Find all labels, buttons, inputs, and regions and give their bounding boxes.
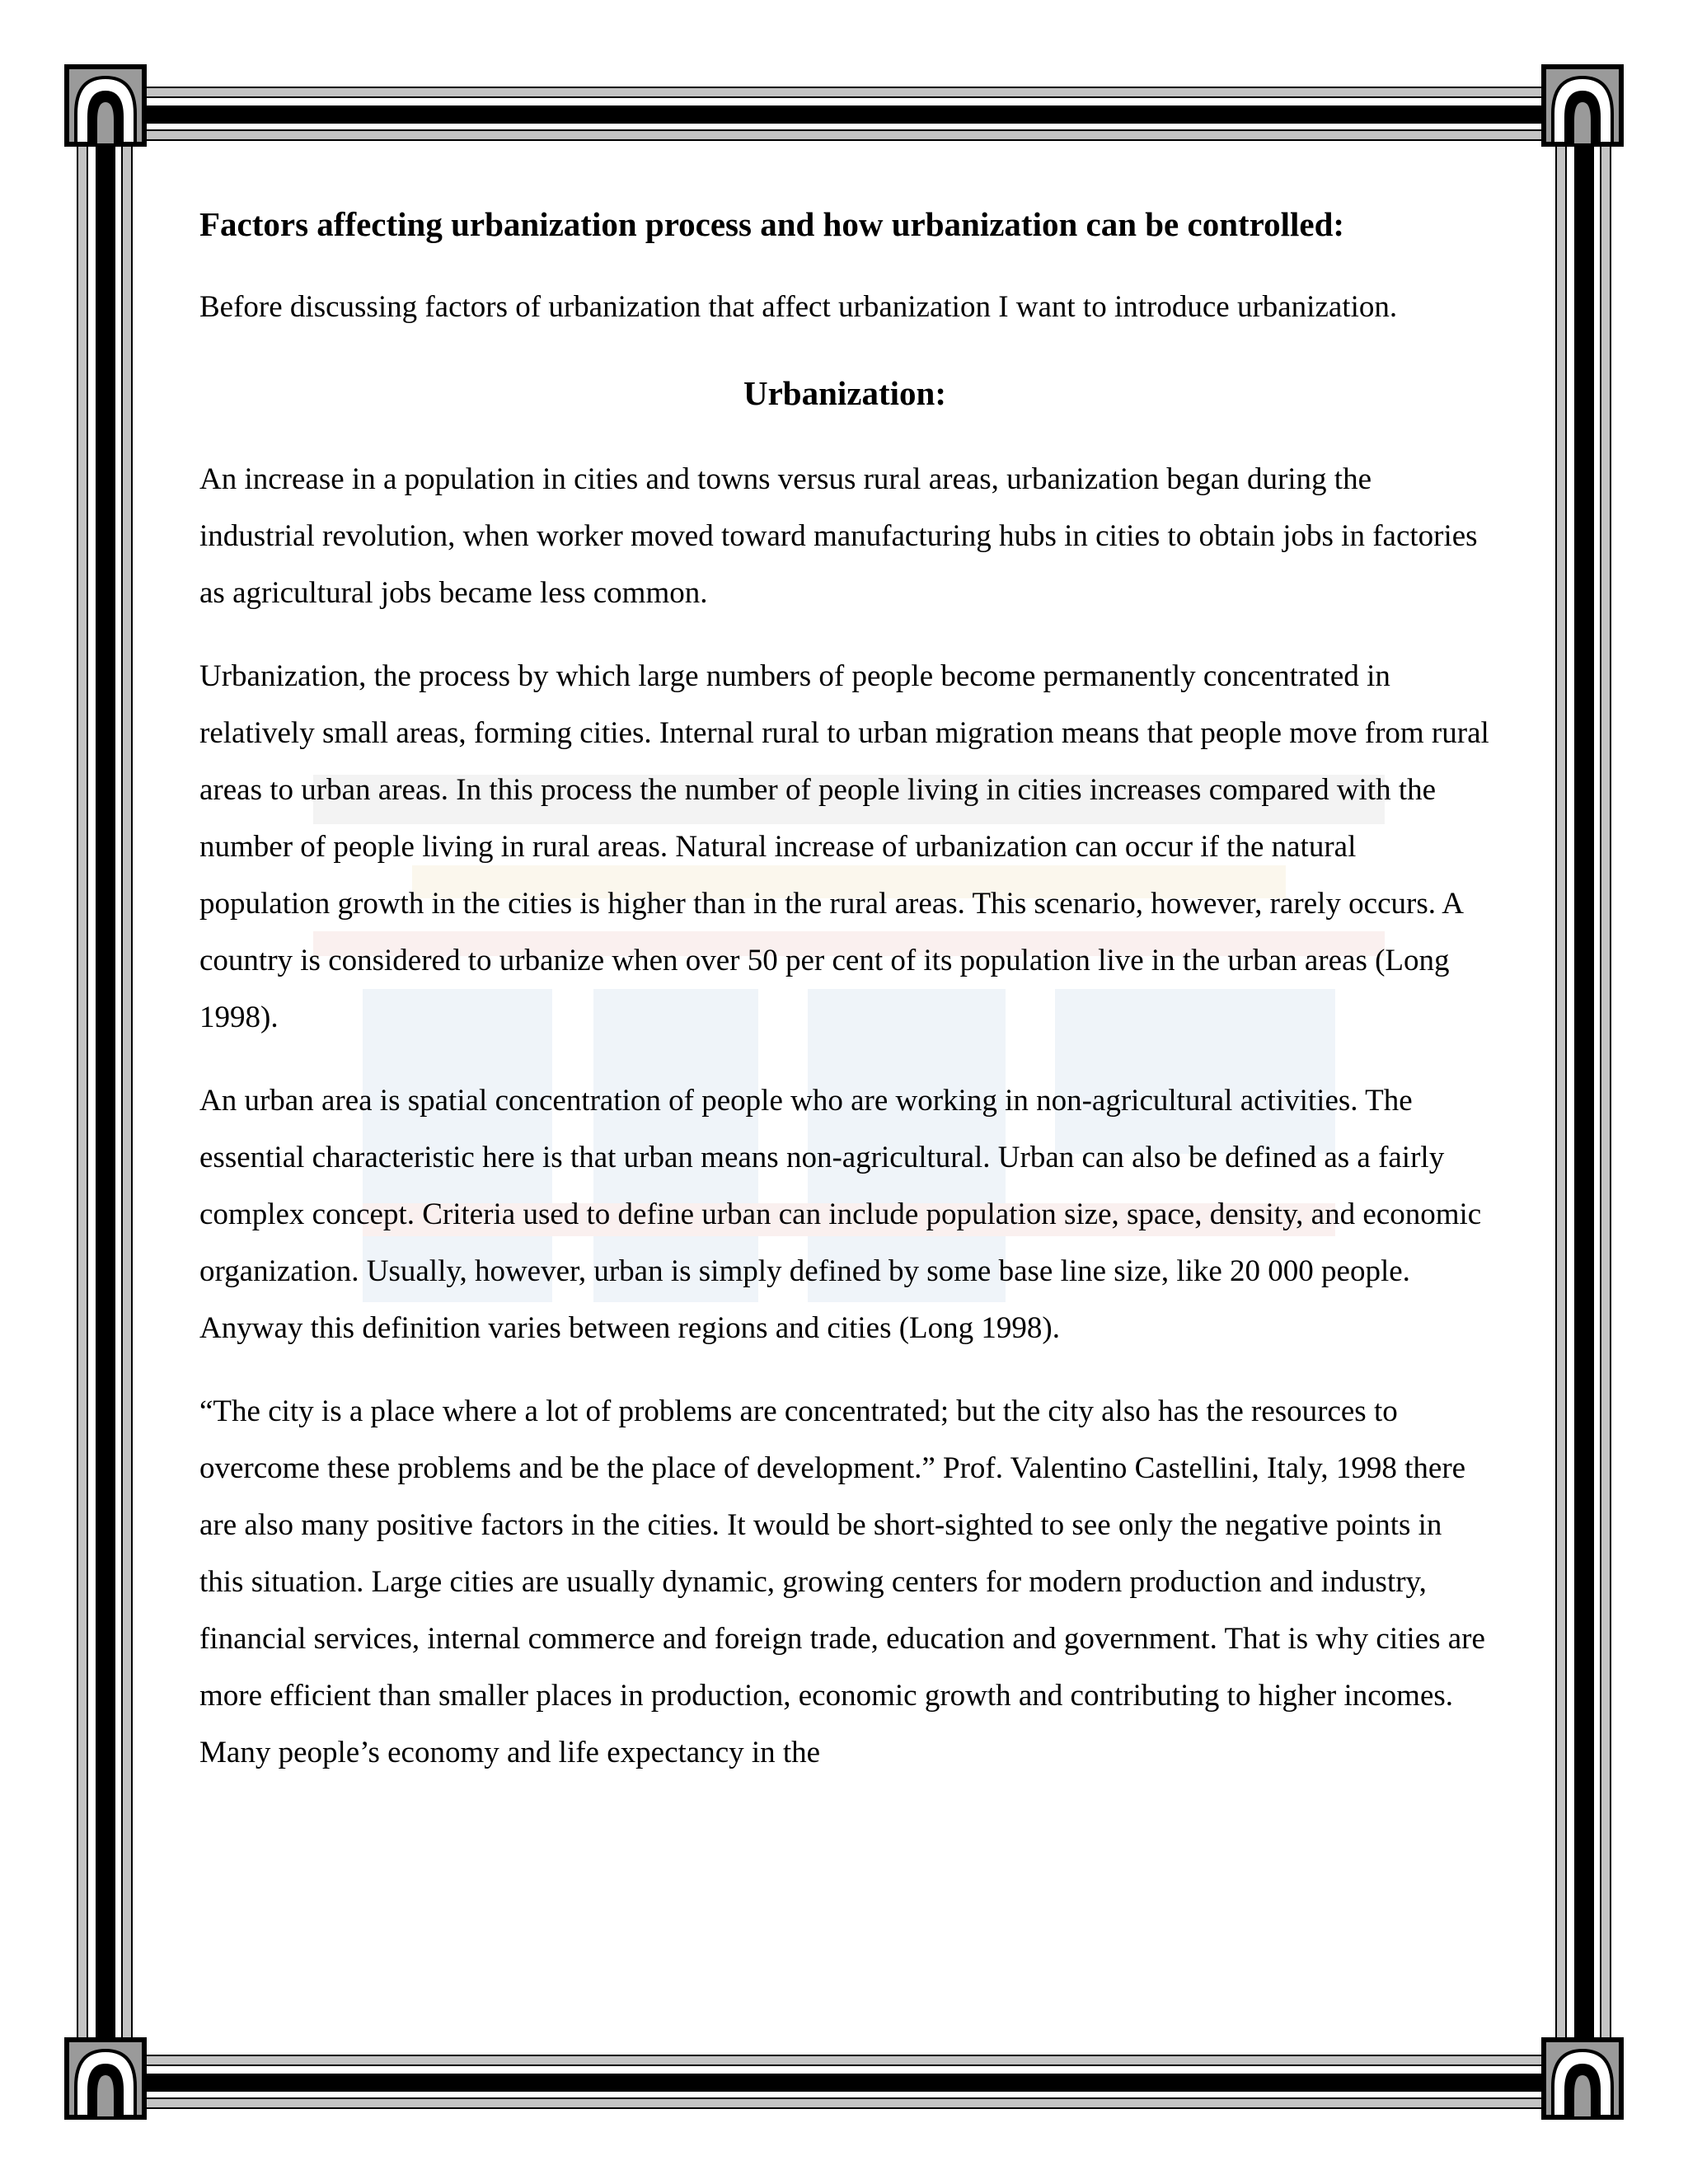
intro-paragraph: Before discussing factors of urbanization that affect urbanization I want to introduce urbanization. (199, 290, 1398, 324)
corner-ornament-top-right (1541, 64, 1624, 147)
document-body (199, 190, 1490, 1807)
corner-ornament-bottom-left (64, 2037, 147, 2120)
document-title: Factors affecting urbanization process and how urbanization can be controlled: (199, 205, 1345, 243)
paragraph-urban-area: An urban area is spatial concentration of people who are working in non-agricultural activities. The essential characteristic here is that urban means non-agricultural. Urban can also be defined as a fairly complex concept. Criteria used to define urban can include population size, space, density, and economic organization. Usually, however, urban is simply defined by some base line size, like 20 000 people. Anyway this definition varies between regions and cities (Long 1998). (199, 1084, 1482, 1345)
border-bottom (140, 2055, 1548, 2108)
paragraph-process: Urbanization, the process by which large numbers of people become permanently concentrated in relatively small areas, forming cities. Internal rural to urban migration means that people move from rural areas to urban areas. In this process the number of people living in cities increases compared with the number of people living in rural areas. Natural increase of urbanization can occur if the natural population growth in the cities is higher than in the rural areas. This scenario, however, rarely occurs. A country is considered to urbanize when over 50 per cent of its population live in the urban areas (Long 1998). (199, 659, 1489, 1034)
corner-ornament-bottom-right (1541, 2037, 1624, 2120)
paragraph-definition: An increase in a population in cities and towns versus rural areas, urbanization began during the industrial revolution, when worker moved toward manufacturing hubs in cities to obtain jobs in factories as agricultural jobs became less common. (199, 462, 1478, 610)
border-left (77, 140, 132, 2044)
section-heading: Urbanization: (743, 374, 946, 412)
border-top (140, 87, 1548, 140)
corner-ornament-top-left (64, 64, 147, 147)
border-right (1556, 140, 1611, 2044)
paragraph-quote: “The city is a place where a lot of problems are concentrated; but the city also has the resources to overcome these problems and be the place of development.” Prof. Valentino Castellini, Italy, 1998 there are also many positive factors in the cities. It would be short-sighted to see only the negative points in this situation. Large cities are usually dynamic, growing centers for modern production and industry, financial services, internal commerce and foreign trade, education and government. That is why cities are more efficient than smaller places in production, economic growth and contributing to higher incomes. Many people’s economy and life expectancy in the (199, 1394, 1485, 1769)
